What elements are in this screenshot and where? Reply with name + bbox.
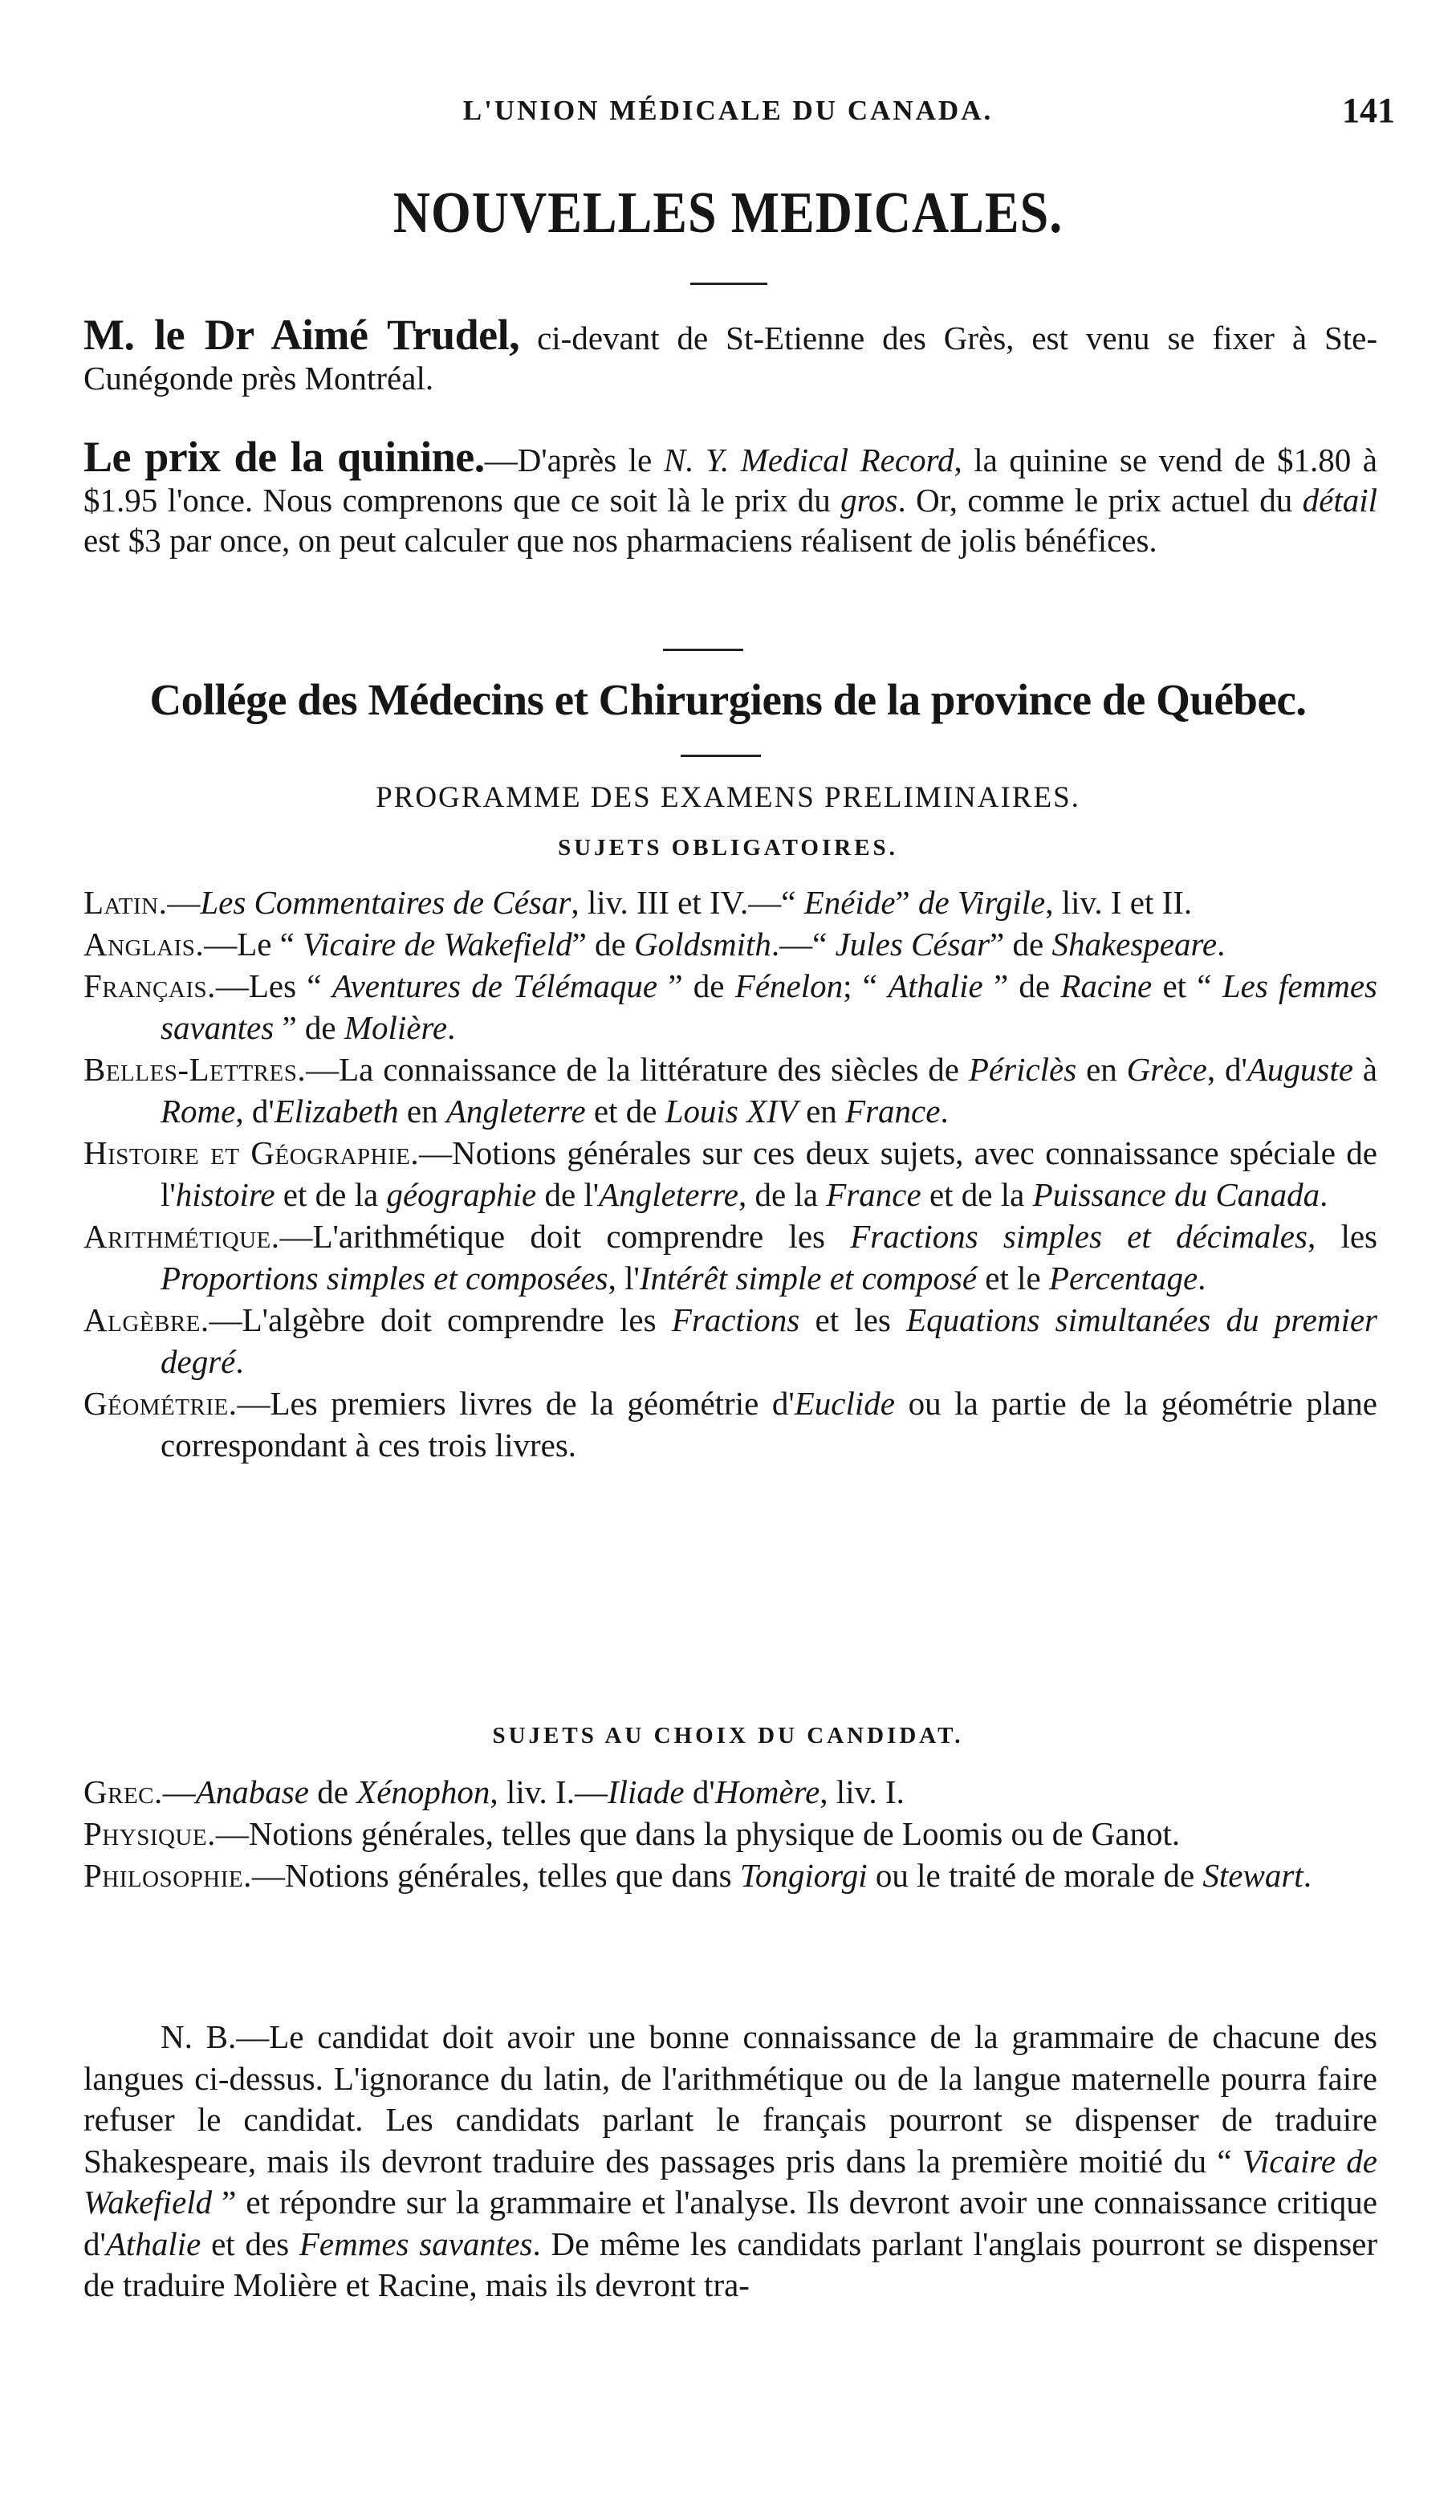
nota-bene-paragraph: [83, 2017, 1377, 2306]
nb-label: N. B.: [161, 2018, 237, 2055]
work-title: Anabase: [195, 1773, 309, 1810]
subject-text: ”: [895, 884, 918, 921]
emphasis: Elizabeth: [274, 1093, 399, 1130]
news-text: est $3 par once, on peut calculer que nos pharmaciens réalisent de jolis bénéfices.: [83, 522, 1157, 559]
subject-text: .: [1217, 926, 1226, 963]
page-number: 141: [1342, 91, 1395, 130]
news-heading: Le prix de la quinine.: [83, 433, 485, 481]
subject-label: Philosophie.: [83, 1857, 252, 1894]
subject-text: d': [684, 1773, 715, 1810]
author-name: Euclide: [794, 1385, 895, 1422]
subject-arithmetique: [83, 1215, 1377, 1299]
nb-text: . De même les candidats parlant l'anglais pourront se dispenser de traduire Molière et Racine, mais ils devront tra-: [83, 2225, 1378, 2303]
subject-text: ; “: [843, 967, 889, 1004]
divider: [663, 649, 743, 651]
subject-text: , liv. III et IV.—“: [571, 884, 804, 921]
subject-text: et les: [799, 1301, 907, 1338]
subject-text: et de la: [921, 1176, 1033, 1213]
subject-text: , d': [235, 1093, 275, 1130]
subject-text: .: [1303, 1857, 1312, 1894]
emphasis: gros: [840, 482, 898, 519]
subject-philosophie: [83, 1854, 1377, 1896]
subject-text: à: [1352, 1051, 1378, 1088]
subject-text: ” de: [274, 1009, 344, 1046]
subject-text: en: [398, 1093, 446, 1130]
news-heading: M. le Dr Aimé Trudel,: [83, 311, 520, 359]
subject-text: , liv. I et II.: [1045, 884, 1193, 921]
nb-text: —Le candidat doit avoir une bonne connaissance de la grammaire de chacune des langues ci-dessus. L'ignorance du latin, de l'arithmétique ou de la langue maternelle pourra faire refuser le candidat. Les candidats parlant le français pourront se dispenser de traduire Shakespeare, mais ils devront traduire des passages pris dans la première moitié du “: [83, 2018, 1377, 2180]
subject-anglais: [83, 923, 1377, 965]
choice-subheading: SUJETS AU CHOIX DU CANDIDAT.: [492, 1723, 964, 1749]
subject-text: —Les premiers livres de la géométrie d': [237, 1385, 795, 1422]
subject-text: ” de: [571, 926, 635, 963]
news-item-trudel: [83, 311, 1378, 398]
subject-text: —L'arithmétique doit comprendre les: [279, 1218, 851, 1255]
author-name: Molière: [344, 1009, 448, 1046]
subject-label: Français.: [83, 967, 216, 1004]
emphasis: Louis XIV: [665, 1093, 798, 1130]
work-title: de Virgile: [917, 884, 1046, 921]
subject-label: Belles-Lettres.: [83, 1051, 307, 1088]
subject-text: —: [167, 884, 201, 921]
subject-text: et de: [585, 1093, 665, 1130]
subject-text: de: [308, 1773, 357, 1810]
subject-text: ou le traité de morale de: [867, 1857, 1203, 1894]
news-text: —D'après le: [484, 442, 664, 478]
work-title: Athalie: [105, 2225, 201, 2262]
emphasis: Fractions: [671, 1301, 800, 1338]
choice-subjects: [83, 1771, 1377, 1896]
subject-text: , liv. I.: [820, 1773, 905, 1810]
work-title: Vicaire de Wakefield: [303, 926, 572, 963]
emphasis: Rome: [161, 1093, 236, 1130]
nb-text: ” et répondre sur la grammaire et l'analyse. Ils devront avoir une connaissance critique d': [83, 2184, 1377, 2262]
journal-name: N. Y. Medical Record: [663, 442, 954, 478]
subject-histoire: [83, 1132, 1377, 1215]
subject-text: .: [1320, 1176, 1328, 1213]
nb-indent: [83, 2018, 161, 2055]
subject-text: —Le “: [204, 926, 303, 963]
subject-text: ou la partie de la géométrie plane correspondant à ces trois livres.: [161, 1385, 1377, 1464]
subject-label: Physique.: [83, 1815, 216, 1852]
subject-text: , liv. I.—: [490, 1773, 608, 1810]
subject-text: —Notions générales, telles que dans: [251, 1857, 740, 1894]
emphasis: Auguste: [1247, 1051, 1353, 1088]
subject-text: , l': [608, 1260, 640, 1297]
divider: [681, 755, 761, 757]
work-title: Iliade: [607, 1773, 685, 1810]
emphasis: Grèce: [1126, 1051, 1207, 1088]
section-title: NOUVELLES MEDICALES.: [392, 179, 1064, 246]
subject-label: Arithmétique.: [83, 1218, 280, 1255]
emphasis: Périclès: [968, 1051, 1077, 1088]
author-name: Racine: [1060, 967, 1153, 1004]
work-title: Jules César: [835, 926, 990, 963]
subject-algebre: [83, 1299, 1377, 1382]
subject-text: ” de: [990, 926, 1052, 963]
author-name: Tongiorgi: [739, 1857, 868, 1894]
emphasis: Intérêt simple et composé: [639, 1260, 978, 1297]
emphasis: France: [826, 1176, 921, 1213]
emphasis: Angleterre: [445, 1093, 586, 1130]
subject-geometrie: [83, 1382, 1377, 1466]
subject-label: Latin.: [83, 884, 168, 921]
author-name: Xénophon: [356, 1773, 490, 1810]
subject-text: et le: [977, 1260, 1049, 1297]
subject-text: et “: [1152, 967, 1222, 1004]
subject-text: en: [797, 1093, 846, 1130]
work-title: Vicaire de Wakefield: [83, 2142, 1377, 2221]
work-title: Femmes savantes: [299, 2225, 533, 2262]
programme-title: PROGRAMME DES EXAMENS PRELIMINAIRES.: [376, 781, 1080, 814]
journal-title: L'UNION MÉDICALE DU CANADA.: [462, 95, 994, 126]
subject-label: Grec.: [83, 1773, 163, 1810]
emphasis: Fractions simples et décimales: [850, 1218, 1308, 1255]
subject-text: , d': [1206, 1051, 1247, 1088]
emphasis: Equations simultanées du premier degré: [161, 1301, 1378, 1380]
subject-label: Géométrie.: [83, 1385, 238, 1422]
divider: [690, 283, 767, 285]
subject-text: , de la: [738, 1176, 827, 1213]
subject-label: Algèbre.: [83, 1301, 209, 1338]
obligatory-subjects: [83, 881, 1377, 1466]
emphasis: géographie: [386, 1176, 537, 1213]
subject-text: .—“: [771, 926, 836, 963]
subject-text: .: [447, 1009, 456, 1046]
news-text: . Or, comme le prix actuel du: [897, 482, 1303, 519]
author-name: Shakespeare: [1051, 926, 1218, 963]
emphasis: France: [845, 1093, 941, 1130]
subject-text: —Notions générales sur ces deux sujets, avec connaissance spéciale de l': [161, 1134, 1377, 1213]
college-title: Collége des Médecins et Chirurgiens de la province de Québec.: [149, 675, 1307, 724]
subject-francais: [83, 965, 1377, 1048]
subject-text: , les: [1307, 1218, 1377, 1255]
emphasis: Percentage: [1048, 1260, 1198, 1297]
work-title: Les Commentaires de César: [200, 884, 571, 921]
author-name: Homère: [714, 1773, 820, 1810]
nb-text: et des: [201, 2225, 299, 2262]
emphasis: Proportions simples et composées: [161, 1260, 608, 1297]
subject-text: et de la: [275, 1176, 387, 1213]
subject-text: .: [235, 1343, 244, 1380]
work-title: Aventures de Télémaque: [331, 967, 658, 1004]
subject-grec: [83, 1771, 1377, 1813]
work-title: Enéide: [803, 884, 896, 921]
news-text: , la quinine se vend de $1.80 à $1.95 l'once. Nous comprenons que ce soit là le prix du: [83, 442, 1378, 519]
work-title: Les femmes savantes: [161, 967, 1377, 1046]
subject-label: Histoire et Géographie.: [83, 1134, 420, 1171]
subject-physique: [83, 1813, 1377, 1854]
subject-text: de l': [536, 1176, 600, 1213]
subject-text: .: [1198, 1260, 1206, 1297]
subject-text: ” de: [657, 967, 735, 1004]
obligatory-subheading: SUJETS OBLIGATOIRES.: [558, 835, 898, 861]
subject-text: .: [940, 1093, 949, 1130]
running-head: [0, 90, 1456, 138]
emphasis: histoire: [175, 1176, 275, 1213]
subject-text: —Notions générales, telles que dans la physique de Loomis ou de Ganot.: [215, 1815, 1181, 1852]
author-name: Goldsmith: [634, 926, 771, 963]
emphasis: Angleterre: [599, 1176, 738, 1213]
subject-text: —L'algèbre doit comprendre les: [209, 1301, 672, 1338]
news-item-quinine: [83, 433, 1378, 560]
author-name: Fénelon: [734, 967, 844, 1004]
subject-text: —Les “: [215, 967, 332, 1004]
subject-belles-lettres: [83, 1048, 1377, 1132]
emphasis: Puissance du Canada: [1032, 1176, 1320, 1213]
news-text: ci-devant de St-Etienne des Grès, est venu se fixer à Ste-Cunégonde près Montréal.: [83, 320, 1378, 397]
emphasis: détail: [1302, 482, 1377, 519]
subject-text: —La connaissance de la littérature des siècles de: [306, 1051, 969, 1088]
author-name: Stewart: [1202, 1857, 1303, 1894]
subject-latin: [83, 881, 1377, 923]
subject-text: ” de: [982, 967, 1061, 1004]
subject-text: —: [162, 1773, 196, 1810]
subject-text: en: [1076, 1051, 1127, 1088]
subject-label: Anglais.: [83, 926, 205, 963]
work-title: Athalie: [888, 967, 983, 1004]
